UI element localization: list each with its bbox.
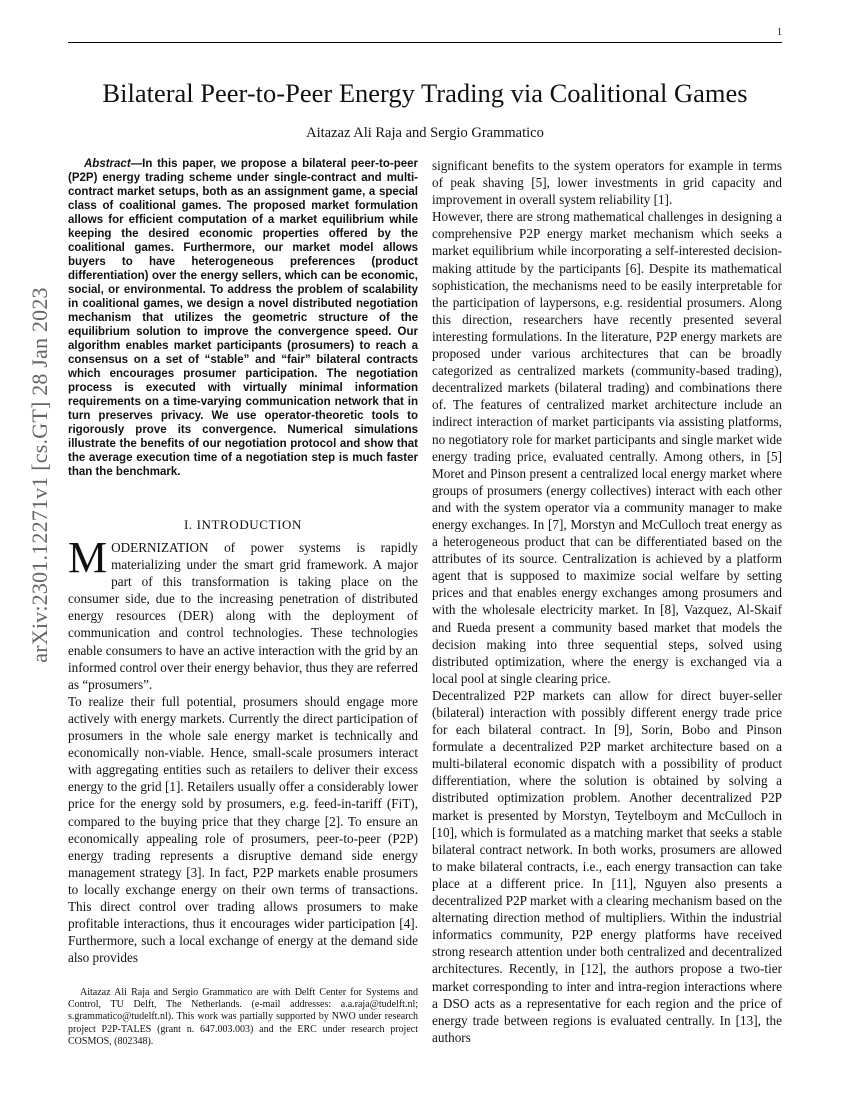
author-list: Aitazaz Ali Raja and Sergio Grammatico	[306, 125, 544, 141]
author-footnote: Aitazaz Ali Raja and Sergio Grammatico are with Delft Center for Systems and Control, TU Delft, The Netherlands. (e-mail addresses: a.a.raja@tudelft.nl; s.grammatico@tudelft.nl). This work was partially supported by NWO under research project P2P-TALES (grant n. 647.003.003) and the ERC under research project COSMOS, (802348).	[68, 987, 418, 1047]
arxiv-identifier: arXiv:2301.12271v1 [cs.GT] 28 Jan 2023	[27, 287, 52, 663]
intro-paragraph-2: To realize their full potential, prosumers should engage more actively with energy markets. Currently the direct participation of prosumers in the whole sale energy market is technically and economically non-viable. Hence, small-scale prosumers interact with aggregating entities such as retailers to deliver their excess energy to the grid [1]. Retailers usually offer a considerably lower price for the energy sold by prosumers, e.g. feed-in-tariff (FiT), compared to the buying price that they charge [2]. To ensure an economically appealing role of prosumers, peer-to-peer (P2P) energy trading represents a disruptive demand side energy management strategy [3]. In fact, P2P markets enable prosumers to locally exchange energy on their own terms of transactions. This direct control over trading allows prosumers to make profitable interactions, thus it encourages wider participation [4]. Furthermore, such a local exchange of energy at the demand side also provides	[68, 693, 418, 966]
left-column	[68, 157, 418, 966]
right-paragraph-1: significant benefits to the system operators for example in terms of peak shaving [5], lower investments in grid capacity and improvement in overall system reliability [1].	[432, 158, 782, 208]
intro-paragraph-1-text: ODERNIZATION of power systems is rapidly materializing under the smart grid framework. A major part of this transformation is taking place on the consumer side, due to the increasing penetration of distributed energy resources (DER) along with the deployment of communication and control technologies. These technologies enable consumers to have an active interaction with the grid by an informed control over their energy behavior, thus they are referred as “prosumers”.	[68, 540, 419, 692]
intro-paragraph-1	[68, 533, 419, 693]
right-paragraph-3: Decentralized P2P markets can allow for direct buyer-seller (bilateral) interaction with possibly different energy trade price for each bilateral contract. In [9], Sorin, Bobo and Pinson formulate a decentralized P2P market architecture based on a multi-bilateral economic dispatch with a possibility of product differentiation, where the solution is obtained by solving a distributed optimization problem. Another decentralized P2P market is presented by Morstyn, Teytelboym and McCulloch in [10], which is formulated as a matching market that seeks a stable bilateral contract network. In both works, prosumers are allowed to make bilateral contracts, i.e., each energy transaction can take place at a different price. In [11], Nguyen also presents a decentralized P2P market with a clearing mechanism based on the alternating direction method of multipliers. Within the industrial informatics community, P2P energy platforms have received strong research attention under both centralized and decentralized architectures. Recently, in [12], the authors propose a two-tier market corresponding to inter and intra-region interactions where a DSO acts as a representative for each region and the price of energy trade between regions is evaluated centrally. In [13], the authors	[432, 687, 782, 1045]
right-column	[432, 157, 782, 1046]
paper-title: Bilateral Peer-to-Peer Energy Trading via Coalitional Games	[102, 78, 748, 108]
abstract-label: Abstract	[84, 158, 131, 170]
abstract: Abstract—In this paper, we propose a bilateral peer-to-peer (P2P) energy trading scheme under single-contract and multi-contract market setups, both as an assignment game, a special class of coalitional games. The proposed market formulation allows for efficient computation of a market equilibrium while keeping the desired economic properties offered by the coalitional games. Furthermore, our market model allows buyers to have heterogeneous preferences (product differentiation) over the energy sellers, which can be economic, social, or environmental. To address the problem of scalability in coalitional games, we design a novel distributed negotiation mechanism that utilizes the geometric structure of the equilibrium solution to improve the convergence speed. Our algorithm enables market participants (prosumers) to reach a consensus on a set of “stable” and “fair” bilateral contracts which encourages prosumer participation. The negotiation process is executed with virtually minimal information requirements on a time-varying communication network that in turn preserves privacy. We use operator-theoretic tools to rigorously prove its convergence. Numerical simulations illustrate the benefits of our negotiation protocol and show that the average execution time of a negotiation step is much faster than the benchmark.	[68, 158, 418, 478]
header-rule	[68, 42, 782, 43]
right-paragraph-2: However, there are strong mathematical challenges in designing a comprehensive P2P energy market mechanism which seeks a market equilibrium while incorporating a self-interested decision-making attitude by the participants [6]. Despite its mathematical sophistication, the mechanisms need to be easily interpretable for the participation of laypersons, e.g. residential prosumers. Along this direction, researchers have recently presented several interesting formulations. In the literature, P2P energy markets are proposed under various architectures that can be broadly categorized as centralized markets (community-based trading), decentralized markets (bilateral trading) and combinations there of. The features of centralized market architecture include an indirect interaction of market participants via assisting platforms, no negotiatory role for market participants and single market wide energy trading price, evaluated centrally. Among others, in [5] Moret and Pinson present a centralized local energy market where groups of prosumers (energy collectives) interact with each other and with the system operator via a community manager to make energy exchanges. In [7], Morstyn and McCulloch treat energy as a heterogeneous product that can be differentiated based on the attributes of its source. Centralization is achieved by a platform agent that is supposed to maximize social welfare by setting prices and that enables energy exchanges among prosumers and with the wholesale electricity market. In [8], Vazquez, Al-Skaif and Rueda present a community based market that models the decision making into three sequential steps, solved using distributed optimization, where the energy is exchanged via a local pool at single clearing price.	[432, 209, 782, 686]
abstract-text: In this paper, we propose a bilateral peer-to-peer (P2P) energy trading scheme under single-contract and multi-contract market setups, both as an assignment game, a special class of coalitional games. The proposed market formulation allows for efficient computation of a market equilibrium while keeping the desired economic properties offered by the coalitional games. Furthermore, our market model allows buyers to have heterogeneous preferences (product differentiation) over the energy sellers, which can be economic, social, or environmental. To address the problem of scalability in coalitional games, we design a novel distributed negotiation mechanism that utilizes the geometric structure of the equilibrium solution to improve the convergence speed. Our algorithm enables market participants (prosumers) to reach a consensus on a set of “stable” and “fair” bilateral contracts which encourages prosumer participation. The negotiation process is executed with virtually minimal information requirements on a time-varying communication network that in turn preserves privacy. We use operator-theoretic tools to rigorously prove its convergence. Numerical simulations illustrate the benefits of our negotiation protocol and show that the average execution time of a negotiation step is much faster than the benchmark.	[68, 158, 418, 478]
drop-cap: M	[68, 533, 108, 582]
section-heading: I. INTRODUCTION	[183, 517, 303, 532]
page-number: 1	[777, 27, 782, 38]
